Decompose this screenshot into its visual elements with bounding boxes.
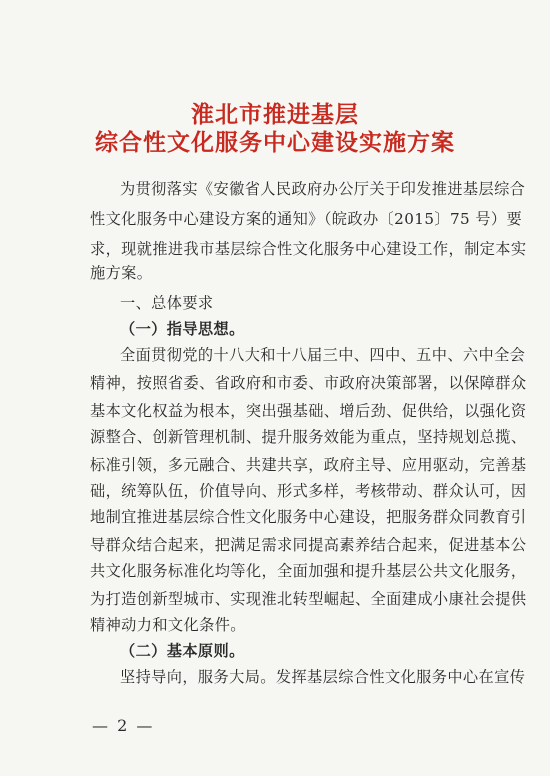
document-title-line-1: 淮北市推进基层 (191, 101, 359, 128)
body-line: 导群众结合起来，把满足需求同提高素养结合起来，促进基本公 (90, 536, 527, 554)
body-line: 精神动力和文化条件。 (90, 616, 246, 634)
subsection-heading: （二）基本原则。 (120, 642, 245, 660)
intro-line: 施方案。 (90, 264, 153, 282)
subsection-heading: （一）指导思想。 (120, 320, 245, 338)
body-line: 精神，按照省委、省政府和市委、市政府决策部署，以保障群众 (90, 374, 527, 392)
body-line: 为打造创新型城市、实现淮北转型崛起、全面建成小康社会提供 (90, 590, 527, 608)
body-line: 全面贯彻党的十八大和十八届三中、四中、五中、六中全会 (120, 346, 526, 364)
body-line: 坚持导向，服务大局。发挥基层综合性文化服务中心在宣传 (120, 668, 526, 686)
body-line: 基本文化权益为根本，突出强基础、增后劲、促供给，以强化资 (90, 402, 527, 420)
body-line: 源整合、创新管理机制、提升服务效能为重点，坚持规划总揽、 (90, 428, 527, 446)
body-line: 标准引领，多元融合、共建共享，政府主导、应用驱动，完善基 (90, 456, 527, 474)
intro-line: 求，现就推进我市基层综合性文化服务中心建设工作，制定本实 (90, 240, 527, 258)
section-heading: 一、总体要求 (120, 294, 214, 312)
body-line: 共文化服务标准化均等化，全面加强和提升基层公共文化服务， (90, 562, 527, 580)
intro-line: 为贯彻落实《安徽省人民政府办公厅关于印发推进基层综合 (120, 180, 526, 198)
document-title-line-2: 综合性文化服务中心建设实施方案 (95, 129, 455, 156)
page-number: — 2 — (92, 716, 155, 735)
body-line: 础，统筹队伍，价值导向、形式多样，考核带动、群众认可，因 (90, 482, 527, 500)
intro-line: 性文化服务中心建设方案的通知》（皖政办〔2015〕75 号）要 (90, 210, 523, 228)
body-line: 地制宜推进基层综合性文化服务中心建设，把服务群众同教育引 (90, 508, 527, 526)
